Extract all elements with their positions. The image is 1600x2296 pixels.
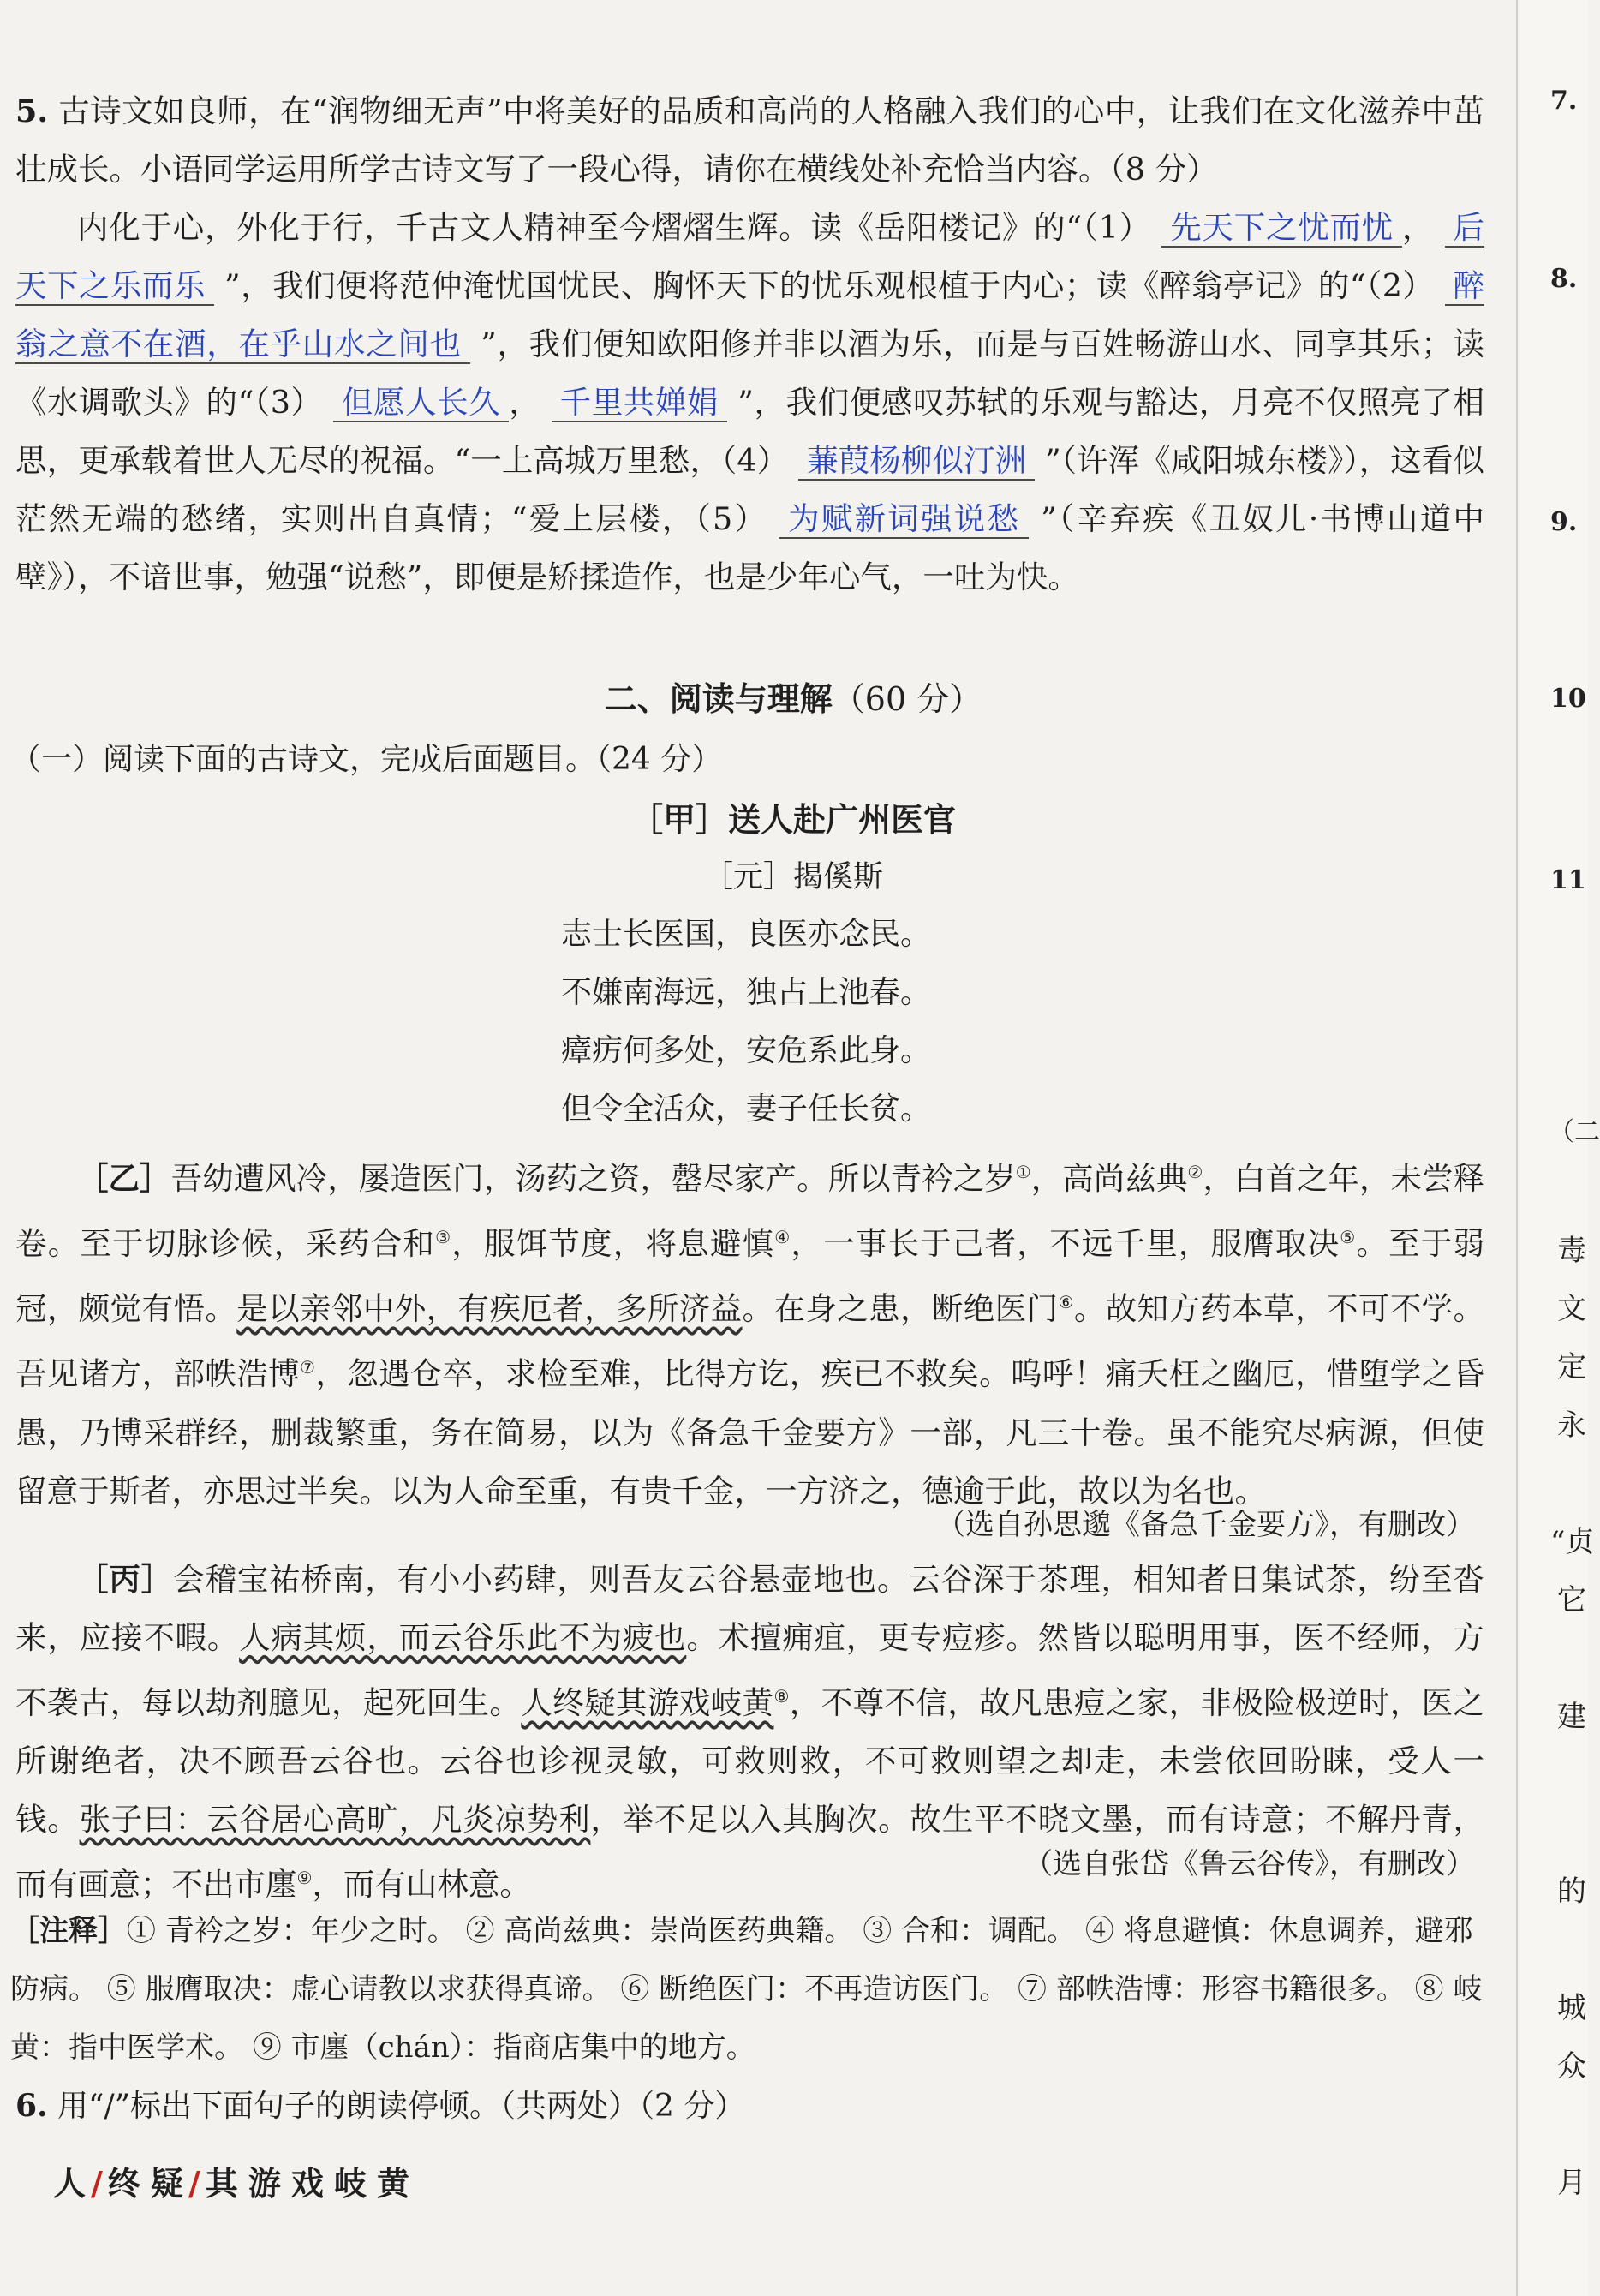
yi-text: ，白首之年，未尝释卷。至于切脉诊候，采药合和 <box>15 1160 1485 1263</box>
q5-prompt <box>15 82 1484 199</box>
q5-text-2: ”，我们便将范仲淹忧国忧民、胸怀天下的忧乐观根植于内心；读《醉翁亭记》的“（2） <box>224 267 1435 304</box>
q6-char: 其 <box>205 2164 248 2203</box>
q5-text-1: 内化于心，外化于行，千古文人精神至今熠熠生辉。读《岳阳楼记》的“（1） <box>77 209 1151 246</box>
margin-char: 定 <box>1557 1350 1586 1384</box>
bing-text: 。术擅痈疽，更专痘疹。然皆以聪明用事，医不经师，方不袭古，每以劫剂臆见，起死回生。 <box>15 1619 1485 1722</box>
pause-slash-mark: / <box>188 2164 211 2203</box>
q5-text-6: ”（辛弃疾《丑奴儿·书博山道中壁》），不谙世事，勉强“说愁”，即便是矫揉造作，也是少年心气，一吐为快。 <box>15 500 1485 595</box>
q6-char: 黄 <box>376 2164 420 2203</box>
margin-char: 城 <box>1557 1991 1586 2025</box>
margin-char: “贞 <box>1550 1525 1595 1559</box>
q6-sentence[interactable] <box>53 2157 420 2204</box>
bing-text: 会稽宝祐桥南，有小小药肆，则吾友云谷悬壶地也。云谷深于茶理，相知者日集试茶，纷至沓来，应接不暇。 <box>15 1561 1485 1656</box>
poem-label: ［甲］ <box>630 801 728 839</box>
q5-text-4: ”，我们便感叹苏轼的乐观与豁达，月亮不仅照亮了相思，更承载着世人无尽的祝福。“一上高城万里愁，（4） <box>15 384 1485 479</box>
q6-char: 游 <box>248 2164 291 2203</box>
section-title-text: 二、阅读与理解 <box>604 680 833 718</box>
bing-underlined-sentence: 人终疑其游戏岐黄 <box>521 1684 774 1722</box>
notes-items: ① 青衿之岁：年少之时。 ② 高尚兹典：崇尚医药典籍。 ③ 合和：调配。 ④ 将息避慎：休息调养，避邪防病。 ⑤ 服膺取决：虚心请教以求获得真谛。 ⑥ 断绝医门：不再造访医门。 ⑦ 部帙浩博：形容书籍很多。 ⑧ 岐黄：指中医学术。 ⑨ 市廛（chán）：指商店集中的地方。 <box>10 1914 1483 2065</box>
bing-source: （选自张岱《鲁云谷传》，有删改） <box>1024 1847 1475 1881</box>
margin-char: 众 <box>1557 2049 1586 2084</box>
passage-bing-label: ［丙］ <box>77 1561 174 1598</box>
q6-char: 戏 <box>290 2164 334 2203</box>
yi-text: ，服饵节度，将息避慎 <box>451 1225 775 1263</box>
comma-1: ， <box>1401 209 1435 246</box>
poem-line: 但令全活众，妻子任长贫。 <box>561 1091 932 1127</box>
q6-char: 人 <box>53 2164 97 2203</box>
q6-prompt-text: 用“/”标出下面句子的朗读停顿。（共两处）（2 分） <box>57 2089 746 2124</box>
subsection-instruction: （一）阅读下面的古诗文，完成后面题目。（24 分） <box>10 742 723 777</box>
pause-slash-mark: / <box>91 2164 113 2203</box>
section-title <box>0 673 1586 720</box>
margin-char: 它 <box>1557 1583 1586 1617</box>
note-ref: ⑦ <box>300 1357 316 1378</box>
margin-number: （二 <box>1549 1117 1600 1147</box>
bing-text: ，而有山林意。 <box>312 1866 531 1904</box>
answer-4[interactable]: 蒹葭杨柳似汀洲 <box>798 442 1035 481</box>
yi-text: 。至于弱冠，颇觉有悟。 <box>15 1225 1485 1328</box>
note-ref: ⑨ <box>296 1868 313 1889</box>
q5-text-5: ”（许浑《咸阳城东楼》），这看似茫然无端的愁绪，实则出自真情；“爱上层楼，（5） <box>15 442 1485 537</box>
bing-underlined-sentence: 人病其烦，而云谷乐此不为疲也 <box>239 1619 687 1656</box>
margin-char: 的 <box>1557 1874 1586 1909</box>
answer-1b[interactable]: 后天下之乐而乐 <box>15 209 1485 304</box>
passage-yi <box>15 1143 1484 1521</box>
yi-text: ，高尚兹典 <box>1030 1160 1188 1198</box>
bing-underlined-sentence: 张子曰：云谷居心高旷，凡炎凉势利 <box>79 1801 591 1839</box>
poem-title-text: 送人赴广州医官 <box>728 801 957 839</box>
comma-3: ， <box>509 384 541 421</box>
margin-char: 永 <box>1557 1408 1586 1443</box>
notes-label: ［注释］ <box>10 1914 127 1948</box>
note-ref: ⑧ <box>773 1686 790 1707</box>
bing-text: ，举不足以入其胸次。故生平不晓文墨，而有诗意；不解丹青，而有画意；不出市廛 <box>15 1801 1485 1904</box>
poem-author: ［元］揭傒斯 <box>702 860 883 894</box>
note-ref: ⑥ <box>1058 1292 1074 1313</box>
poem-line: 瘴疠何多处，安危系此身。 <box>561 1033 932 1068</box>
q6-number: 6. <box>15 2088 48 2124</box>
margin-number: 7. <box>1550 86 1578 116</box>
margin-char: 建 <box>1557 1700 1586 1734</box>
margin-char: 毒 <box>1557 1234 1586 1268</box>
note-ref: ③ <box>435 1227 452 1248</box>
margin-char: 文 <box>1557 1292 1586 1326</box>
q5-number: 5. <box>15 93 49 129</box>
answer-2[interactable]: 醉翁之意不在酒，在乎山水之间也 <box>15 267 1484 362</box>
q6-char: 岐 <box>333 2164 377 2203</box>
yi-source: （选自孙思邈《备急千金要方》，有删改） <box>936 1508 1475 1542</box>
note-ref: ① <box>1015 1162 1031 1182</box>
note-ref: ⑤ <box>1340 1227 1357 1248</box>
yi-underlined-sentence: 是以亲邻中外，有疾厄者，多所济益 <box>236 1290 743 1328</box>
poem-title <box>0 793 1586 840</box>
margin-number: 9. <box>1550 507 1578 537</box>
margin-char: 月 <box>1557 2166 1586 2200</box>
note-ref: ② <box>1187 1162 1203 1182</box>
answer-5[interactable]: 为赋新词强说愁 <box>779 500 1029 539</box>
q6-char: 疑 <box>150 2164 194 2203</box>
margin-number: 10 <box>1550 684 1586 714</box>
answer-3b[interactable]: 千里共婵娟 <box>552 384 727 422</box>
yi-text: 吾幼遭风冷，屡造医门，汤药之资，罄尽家产。所以青衿之岁 <box>170 1160 1016 1198</box>
q5-prompt-text: 古诗文如良师，在“润物细无声”中将美好的品质和高尚的人格融入我们的心中，让我们在文化滋养中茁壮成长。小语同学运用所学古诗文写了一段心得，请你在横线处补充恰当内容。（8 分） <box>15 93 1484 188</box>
poem-line: 志士长医国，良医亦念民。 <box>561 917 932 952</box>
yi-text: 。在身之患，断绝医门 <box>742 1290 1059 1328</box>
bing-text: ，不尊不信，故凡患痘之家，非极险极逆时，医之所谢绝者，决不顾吾云谷也。云谷也诊视灵敏，可救则救，不可救则望之却走，未尝依回盼睐，受人一钱。 <box>15 1684 1485 1839</box>
yi-text: 。故知方药本草，不可不学。吾见诸方，部帙浩博 <box>15 1290 1485 1393</box>
poem-line: 不嫌南海远，独占上池春。 <box>561 975 932 1010</box>
margin-number: 11 <box>1550 865 1586 895</box>
answer-3a[interactable]: 但愿人长久 <box>333 384 509 422</box>
q5-text-3: ”，我们便知欧阳修并非以酒为乐，而是与百姓畅游山水、同享其乐；读《水调歌头》的“（3） <box>15 326 1484 421</box>
q5-paragraph <box>15 199 1484 607</box>
yi-text: ，一事长于己者，不远千里，服膺取决 <box>791 1225 1340 1263</box>
notes <box>10 1902 1492 2077</box>
section-points: （60 分） <box>832 680 982 718</box>
next-page-margin <box>1516 0 1600 2296</box>
answer-1a[interactable]: 先天下之忧而忧 <box>1161 209 1402 248</box>
q6-char: 终 <box>107 2164 151 2203</box>
passage-yi-label: ［乙］ <box>77 1160 171 1198</box>
yi-text: ，忽遇仓卒，求检至难，比得方讫，疾已不救矣。呜呼！痛夭枉之幽厄，惜堕学之昏愚，乃博采群经，删裁繁重，务在简易，以为《备急千金要方》一部，凡三十卷。虽不能究尽病源，但使留意于斯者，亦思过半矣。以为人命至重，有贵千金，一方济之，德逾于此，故以为名也。 <box>15 1355 1485 1510</box>
note-ref: ④ <box>774 1227 791 1248</box>
q6-prompt <box>15 2082 745 2126</box>
margin-number: 8. <box>1550 264 1578 294</box>
